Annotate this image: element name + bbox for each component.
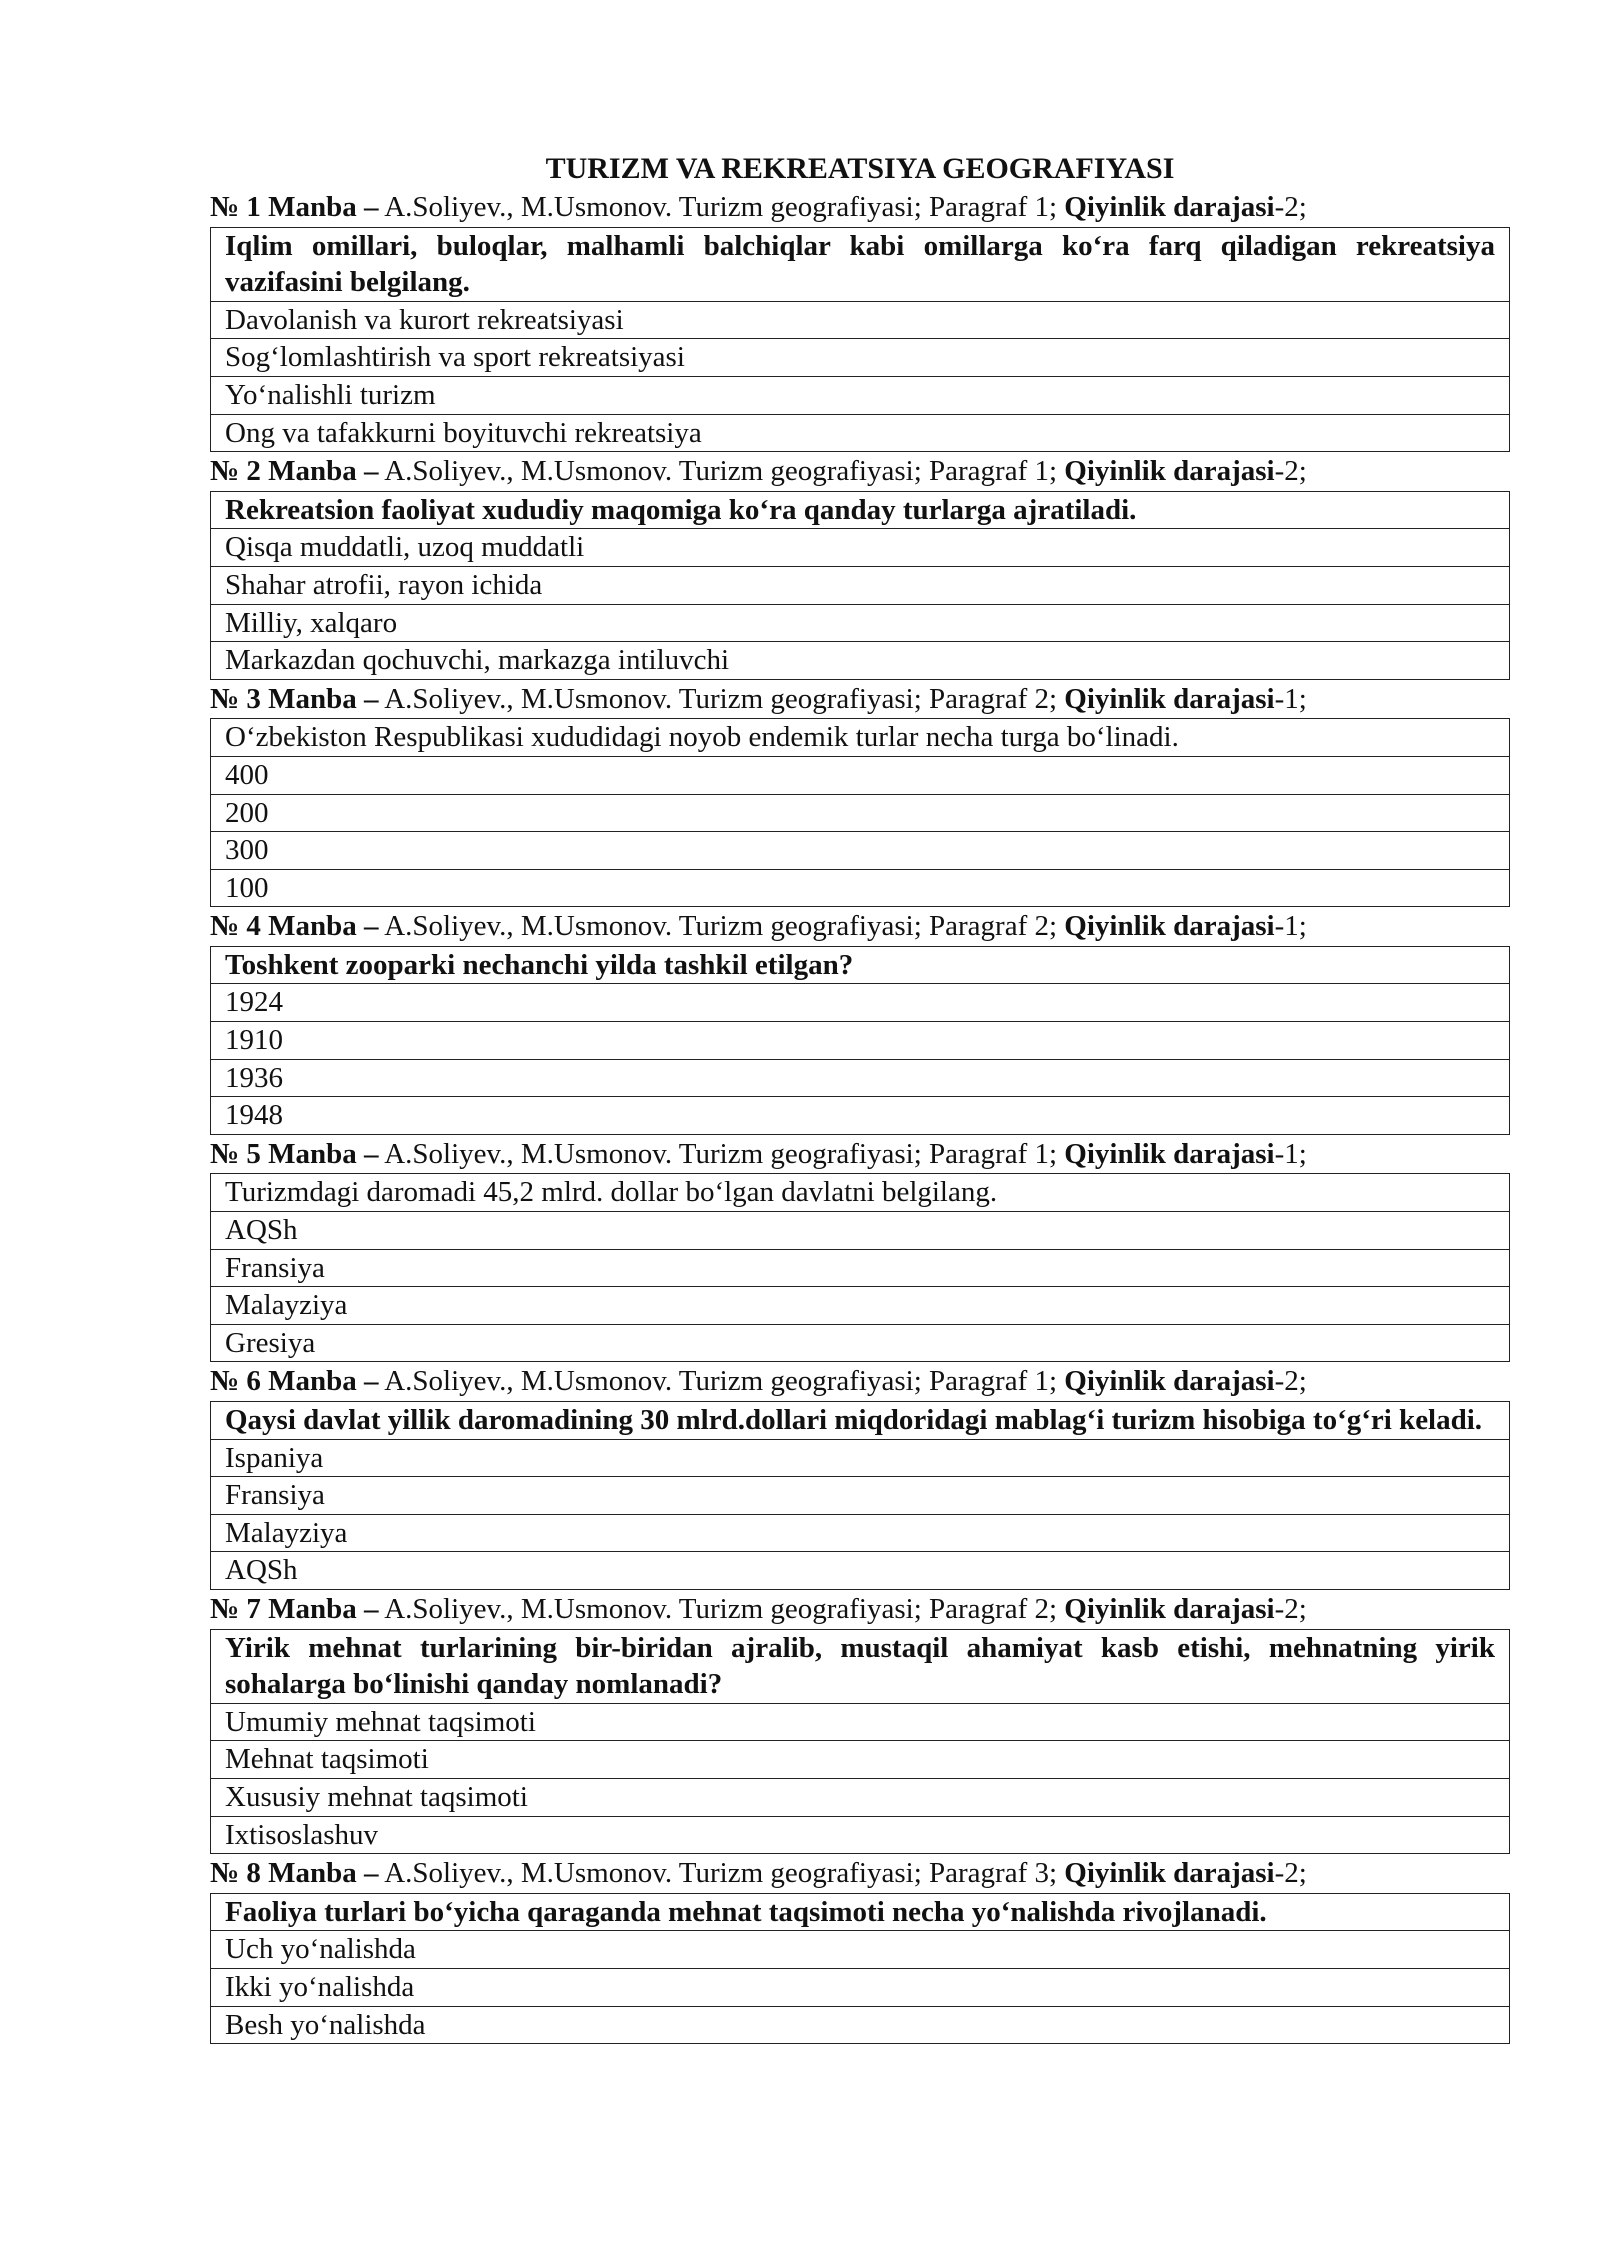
question-table <box>210 1629 1510 1855</box>
question-row <box>211 227 1510 301</box>
answer-row <box>211 1022 1510 1060</box>
question-list <box>210 188 1510 2044</box>
question-table <box>210 718 1510 907</box>
question-text: Faoliya turlari bo‘yicha qaraganda mehnat taqsimoti necha yo‘nalishda rivojlanadi. <box>211 1893 1510 1931</box>
question-table <box>210 946 1510 1135</box>
question-table <box>210 1893 1510 2044</box>
document-page <box>210 150 1510 2044</box>
answer-option: Ixtisoslashuv <box>211 1816 1510 1854</box>
answer-option: Ispaniya <box>211 1439 1510 1477</box>
question-number: № 6 <box>210 1365 261 1398</box>
question-table <box>210 1401 1510 1590</box>
question-number: № 3 <box>210 682 261 715</box>
question-text: O‘zbekiston Respublikasi xududidagi noyob endemik turlar necha turga bo‘linadi. <box>211 719 1510 757</box>
answer-option: Besh yo‘nalishda <box>211 2006 1510 2044</box>
question-meta-line <box>210 188 1510 227</box>
source-label: Manba – <box>268 455 379 488</box>
answer-row <box>211 1477 1510 1515</box>
answer-row <box>211 1778 1510 1816</box>
source-text: A.Soliyev., M.Usmonov. Turizm geografiyasi; Paragraf 2; <box>384 1592 1058 1625</box>
question-row <box>211 1629 1510 1703</box>
source-label: Manba – <box>268 1592 379 1625</box>
answer-option: Ikki yo‘nalishda <box>211 1968 1510 2006</box>
question-number: № 8 <box>210 1857 261 1890</box>
answer-row <box>211 414 1510 452</box>
answer-row <box>211 1324 1510 1362</box>
answer-row <box>211 984 1510 1022</box>
difficulty-label: Qiyinlik darajasi <box>1064 1365 1275 1398</box>
answer-option: Sog‘lomlashtirish va sport rekreatsiyasi <box>211 339 1510 377</box>
answer-row <box>211 529 1510 567</box>
difficulty-label: Qiyinlik darajasi <box>1064 191 1275 223</box>
question-table <box>210 491 1510 680</box>
answer-option: Mehnat taqsimoti <box>211 1741 1510 1779</box>
answer-row <box>211 1552 1510 1590</box>
answer-row <box>211 642 1510 680</box>
question-number: № 4 <box>210 910 261 943</box>
answer-option: 1924 <box>211 984 1510 1022</box>
question-meta-line <box>210 1362 1510 1401</box>
difficulty-value: -2; <box>1274 1365 1307 1398</box>
difficulty-label: Qiyinlik darajasi <box>1064 1857 1275 1890</box>
question-meta-line <box>210 452 1510 491</box>
answer-option: Uch yo‘nalishda <box>211 1931 1510 1969</box>
answer-option: Fransiya <box>211 1249 1510 1287</box>
answer-option: Malayziya <box>211 1287 1510 1325</box>
difficulty-value: -2; <box>1274 191 1307 223</box>
answer-option: 1936 <box>211 1059 1510 1097</box>
question-meta-line <box>210 1135 1510 1174</box>
question-text: Toshkent zooparki nechanchi yilda tashkil etilgan? <box>211 946 1510 984</box>
question-number: № 1 <box>210 191 261 223</box>
source-label: Manba – <box>268 191 379 223</box>
source-label: Manba – <box>268 682 379 715</box>
answer-option: Davolanish va kurort rekreatsiyasi <box>211 301 1510 339</box>
answer-option: 300 <box>211 832 1510 870</box>
answer-option: Gresiya <box>211 1324 1510 1362</box>
answer-option: Umumiy mehnat taqsimoti <box>211 1703 1510 1741</box>
question-text: Qaysi davlat yillik daromadining 30 mlrd.dollari miqdoridagi mablag‘i turizm hisobiga to‘g‘ri keladi. <box>211 1402 1510 1440</box>
answer-option: Shahar atrofii, rayon ichida <box>211 566 1510 604</box>
question-number: № 7 <box>210 1592 261 1625</box>
answer-option: 1948 <box>211 1097 1510 1135</box>
difficulty-label: Qiyinlik darajasi <box>1064 1592 1275 1625</box>
answer-row <box>211 1249 1510 1287</box>
answer-row <box>211 376 1510 414</box>
question-text: Yirik mehnat turlarining bir-biridan ajralib, mustaqil ahamiyat kasb etishi, mehnatning yirik sohalarga bo‘linishi qanday nomlanadi? <box>211 1629 1510 1703</box>
source-text: A.Soliyev., M.Usmonov. Turizm geografiyasi; Paragraf 2; <box>384 682 1058 715</box>
answer-row <box>211 756 1510 794</box>
source-text: A.Soliyev., M.Usmonov. Turizm geografiyasi; Paragraf 1; <box>384 1137 1058 1170</box>
question-meta-line <box>210 1854 1510 1893</box>
question-row <box>211 1174 1510 1212</box>
source-label: Manba – <box>268 1365 379 1398</box>
difficulty-label: Qiyinlik darajasi <box>1064 1137 1275 1170</box>
document-title: TURIZM VA REKREATSIYA GEOGRAFIYASI <box>545 152 1175 185</box>
question-text: Iqlim omillari, buloqlar, malhamli balchiqlar kabi omillarga ko‘ra farq qiladigan rekreatsiya vazifasini belgilang. <box>211 227 1510 301</box>
question-row <box>211 719 1510 757</box>
question-row <box>211 491 1510 529</box>
difficulty-label: Qiyinlik darajasi <box>1064 682 1275 715</box>
source-text: A.Soliyev., M.Usmonov. Turizm geografiyasi; Paragraf 1; <box>384 1365 1058 1398</box>
question-row <box>211 1893 1510 1931</box>
source-text: A.Soliyev., M.Usmonov. Turizm geografiyasi; Paragraf 3; <box>384 1857 1058 1890</box>
answer-option: 100 <box>211 869 1510 907</box>
question-number: № 2 <box>210 455 261 488</box>
answer-row <box>211 301 1510 339</box>
source-label: Manba – <box>268 1857 379 1890</box>
question-text: Turizmdagi daromadi 45,2 mlrd. dollar bo‘lgan davlatni belgilang. <box>211 1174 1510 1212</box>
answer-row <box>211 604 1510 642</box>
source-label: Manba – <box>268 910 379 943</box>
answer-option: Yo‘nalishli turizm <box>211 376 1510 414</box>
question-table <box>210 1173 1510 1362</box>
answer-row <box>211 1968 1510 2006</box>
answer-row <box>211 1059 1510 1097</box>
source-text: A.Soliyev., M.Usmonov. Turizm geografiyasi; Paragraf 2; <box>384 910 1058 943</box>
difficulty-value: -1; <box>1274 1137 1307 1170</box>
answer-row <box>211 1931 1510 1969</box>
answer-row <box>211 1287 1510 1325</box>
answer-row <box>211 794 1510 832</box>
source-text: A.Soliyev., M.Usmonov. Turizm geografiyasi; Paragraf 1; <box>384 191 1058 223</box>
answer-row <box>211 1816 1510 1854</box>
source-text: A.Soliyev., M.Usmonov. Turizm geografiyasi; Paragraf 1; <box>384 455 1058 488</box>
question-row <box>211 946 1510 984</box>
answer-option: 400 <box>211 756 1510 794</box>
difficulty-value: -1; <box>1274 910 1307 943</box>
difficulty-label: Qiyinlik darajasi <box>1064 910 1275 943</box>
answer-row <box>211 832 1510 870</box>
question-row <box>211 1402 1510 1440</box>
answer-option: Xususiy mehnat taqsimoti <box>211 1778 1510 1816</box>
answer-option: AQSh <box>211 1212 1510 1250</box>
difficulty-value: -2; <box>1274 455 1307 488</box>
question-text: Rekreatsion faoliyat xududiy maqomiga ko‘ra qanday turlarga ajratiladi. <box>211 491 1510 529</box>
answer-row <box>211 1439 1510 1477</box>
answer-option: Ong va tafakkurni boyituvchi rekreatsiya <box>211 414 1510 452</box>
source-label: Manba – <box>268 1137 379 1170</box>
difficulty-value: -1; <box>1274 682 1307 715</box>
answer-option: Milliy, xalqaro <box>211 604 1510 642</box>
question-meta-line <box>210 1590 1510 1629</box>
answer-row <box>211 566 1510 604</box>
question-number: № 5 <box>210 1137 261 1170</box>
answer-option: Fransiya <box>211 1477 1510 1515</box>
answer-option: Markazdan qochuvchi, markazga intiluvchi <box>211 642 1510 680</box>
difficulty-value: -2; <box>1274 1857 1307 1890</box>
question-table <box>210 227 1510 453</box>
answer-option: 200 <box>211 794 1510 832</box>
question-meta-line <box>210 907 1510 946</box>
answer-row <box>211 869 1510 907</box>
answer-row <box>211 1514 1510 1552</box>
answer-row <box>211 1703 1510 1741</box>
answer-row <box>211 1741 1510 1779</box>
answer-option: Malayziya <box>211 1514 1510 1552</box>
question-meta-line <box>210 680 1510 719</box>
answer-option: 1910 <box>211 1022 1510 1060</box>
answer-row <box>211 339 1510 377</box>
difficulty-label: Qiyinlik darajasi <box>1064 455 1275 488</box>
answer-row <box>211 2006 1510 2044</box>
answer-option: Qisqa muddatli, uzoq muddatli <box>211 529 1510 567</box>
answer-row <box>211 1097 1510 1135</box>
difficulty-value: -2; <box>1274 1592 1307 1625</box>
answer-option: AQSh <box>211 1552 1510 1590</box>
answer-row <box>211 1212 1510 1250</box>
